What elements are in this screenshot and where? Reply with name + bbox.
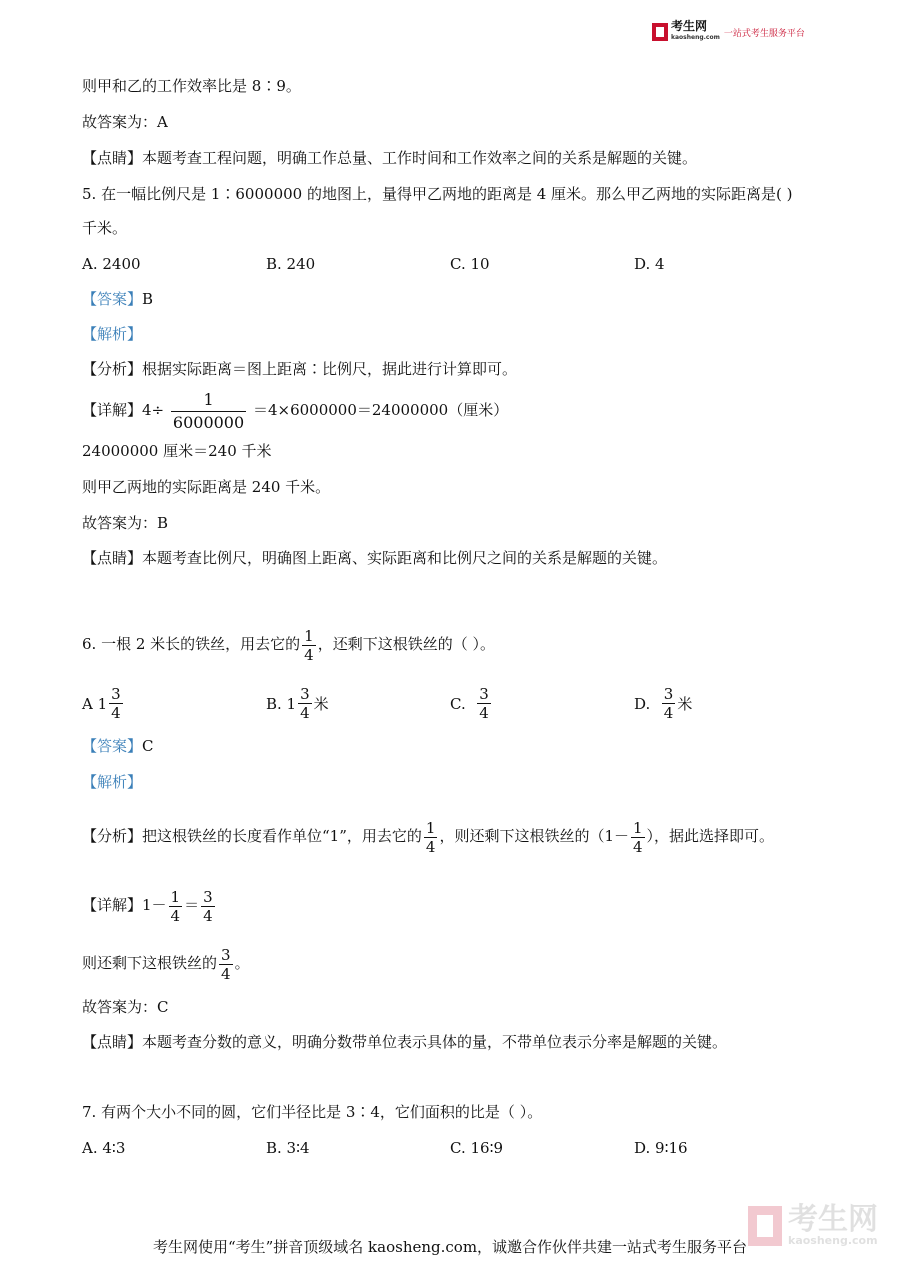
q6-answer bbox=[82, 736, 154, 756]
watermark-name: 考生网 bbox=[788, 1202, 878, 1237]
q5-option-c: C. 10 bbox=[450, 255, 490, 273]
answer-value: B bbox=[142, 290, 154, 308]
q7-option-c: C. 16∶9 bbox=[450, 1139, 504, 1157]
q6-detail: 【详解】1－ $\frac{1}{4}$ ＝ $\frac{3}{4}$ bbox=[82, 887, 213, 925]
text-line: 则甲和乙的工作效率比是 8∶9。 bbox=[82, 77, 301, 95]
q6-option-b: B. 1 $\frac{3}{4}$ 米 bbox=[266, 685, 329, 722]
logo-domain: kaosheng.com bbox=[671, 34, 720, 41]
q5-option-b: B. 240 bbox=[266, 255, 316, 273]
text-line: 故答案为：C bbox=[82, 998, 169, 1016]
fraction: $\frac{1}{4}$ bbox=[304, 626, 314, 664]
q7-option-a: A. 4∶3 bbox=[82, 1139, 126, 1157]
q5-detail bbox=[82, 388, 508, 434]
q6-analysis-label: 【解析】 bbox=[82, 773, 143, 791]
header-logo bbox=[652, 20, 805, 44]
question-5: 5. 在一幅比例尺是 1∶6000000 的地图上，量得甲乙两地的距离是 4 厘米。那么甲乙两地的实际距离是( ) bbox=[82, 185, 793, 203]
page-footer: 考生网使用“考生”拼音顶级域名 kaosheng.com，诚邀合作伙伴共建一站式考生服务平台 bbox=[152, 1238, 748, 1256]
question-7: 7. 有两个大小不同的圆，它们半径比是 3∶4，它们面积的比是（ ）。 bbox=[82, 1103, 543, 1121]
q5-option-a: A. 2400 bbox=[82, 255, 141, 273]
detail-prefix: 【详解】4÷ bbox=[82, 401, 165, 419]
text-line: 故答案为：B bbox=[82, 514, 169, 532]
answer-label: 【答案】 bbox=[82, 290, 143, 308]
fraction: $\frac{3}{4}$ bbox=[300, 685, 310, 722]
fraction: $\frac{3}{4}$ bbox=[221, 945, 231, 983]
text-line: 则甲乙两地的实际距离是 240 千米。 bbox=[82, 478, 331, 496]
answer-value: C bbox=[142, 737, 154, 755]
text-line: 故答案为：A bbox=[82, 113, 168, 131]
fraction: $\frac{1}{4}$ bbox=[632, 818, 643, 856]
fraction: $\frac{3}{4}$ bbox=[203, 887, 213, 925]
q6-option-c: C. $\frac{3}{4}$ bbox=[450, 685, 489, 722]
q6-option-a: A 1 $\frac{3}{4}$ bbox=[82, 685, 121, 722]
q6-analysis: 【分析】把这根铁丝的长度看作单位“1”，用去它的 $\frac{1}{4}$ ，则还剩下这根铁丝的（1－ $\frac{1}{4}$ ），据此选择即可。 bbox=[82, 818, 775, 856]
watermark-domain: kaosheng.com bbox=[788, 1234, 878, 1247]
logo-name: 考生网 bbox=[671, 19, 708, 33]
fraction: $\frac{3}{4}$ bbox=[111, 685, 121, 722]
q5-option-d: D. 4 bbox=[634, 255, 665, 273]
q5-analysis-label: 【解析】 bbox=[82, 325, 143, 343]
detail-suffix: ＝4×6000000＝24000000（厘米） bbox=[252, 401, 509, 419]
question-6: 6. 一根 2 米长的铁丝，用去它的 $\frac{1}{4}$ ，还剩下这根铁丝的（ ）。 bbox=[82, 626, 495, 664]
answer-label: 【答案】 bbox=[82, 737, 143, 755]
logo-icon bbox=[652, 23, 668, 41]
question-5-cont: 千米。 bbox=[82, 219, 128, 237]
q5-answer bbox=[82, 289, 153, 309]
q6-comment: 【点睛】本题考查分数的意义，明确分数带单位表示具体的量，不带单位表示分率是解题的关键。 bbox=[82, 1033, 728, 1051]
fraction: $\frac{1}{6000000}$ bbox=[172, 389, 245, 432]
text-line: 【点睛】本题考查工程问题，明确工作总量、工作时间和工作效率之间的关系是解题的关键。 bbox=[82, 149, 698, 167]
fraction: $\frac{3}{4}$ bbox=[663, 685, 674, 722]
q6-option-d: D. $\frac{3}{4}$ 米 bbox=[634, 685, 693, 722]
q7-option-b: B. 3∶4 bbox=[266, 1139, 310, 1157]
q7-option-d: D. 9∶16 bbox=[634, 1139, 688, 1157]
fraction: $\frac{1}{4}$ bbox=[170, 887, 181, 925]
logo-slogan: 一站式考生服务平台 bbox=[723, 28, 805, 39]
text-line: 24000000 厘米＝240 千米 bbox=[82, 442, 272, 460]
fraction: $\frac{3}{4}$ bbox=[479, 685, 489, 722]
fraction: $\frac{1}{4}$ bbox=[425, 818, 436, 856]
q5-analysis: 【分析】根据实际距离＝图上距离∶比例尺，据此进行计算即可。 bbox=[82, 360, 518, 378]
q5-comment: 【点睛】本题考查比例尺，明确图上距离、实际距离和比例尺之间的关系是解题的关键。 bbox=[82, 549, 668, 567]
q6-result: 则还剩下这根铁丝的 $\frac{3}{4}$ 。 bbox=[82, 945, 250, 983]
